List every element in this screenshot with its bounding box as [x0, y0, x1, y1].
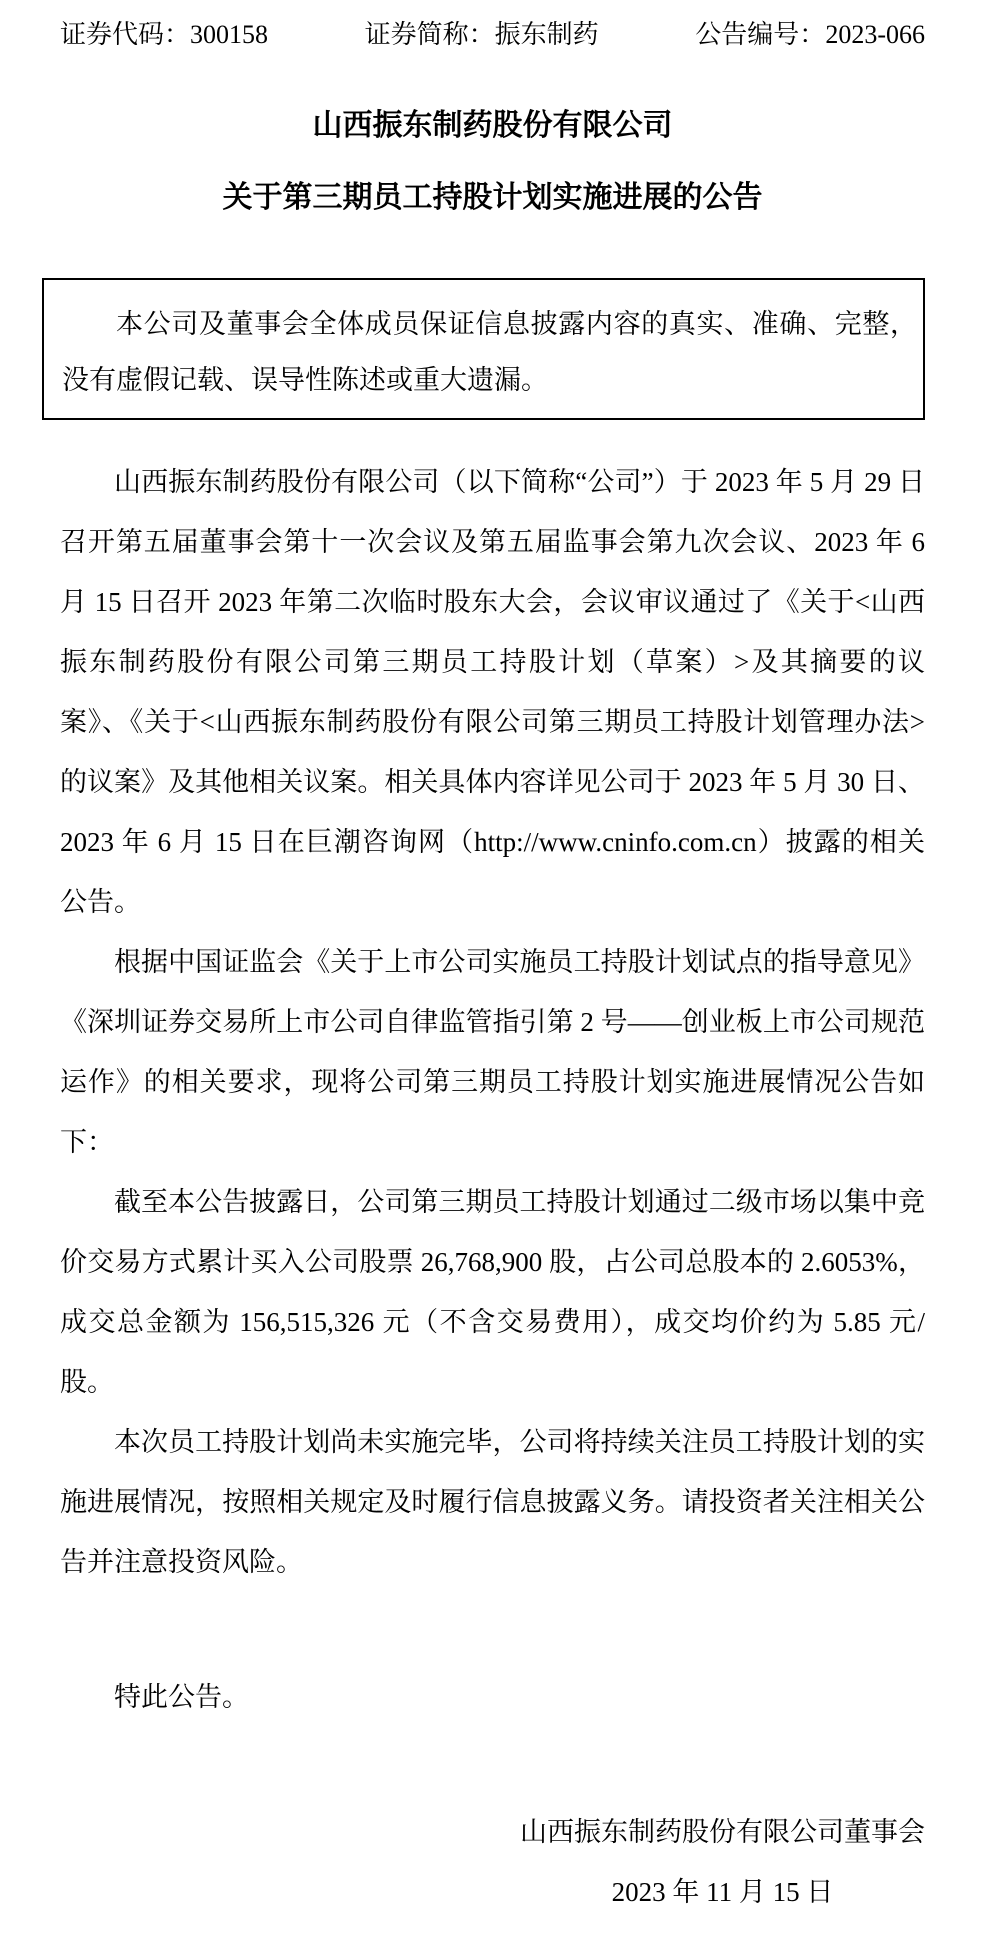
stock-abbr-value: 振东制药: [494, 20, 599, 49]
declaration-text: 本公司及董事会全体成员保证信息披露内容的真实、准确、完整，没有虚假记载、误导性陈述或重大遗漏。: [62, 309, 917, 395]
stock-code-value: 300158: [190, 20, 269, 49]
paragraph-regulatory-basis: 根据中国证监会《关于上市公司实施员工持股计划试点的指导意见》《深圳证券交易所上市公司自律监管指引第 2 号——创业板上市公司规范运作》的相关要求，现将公司第三期员工持股计划实施进展情况公告如下：: [60, 947, 925, 1157]
company-title: 山西振东制药股份有限公司: [312, 109, 673, 142]
stock-abbr: [365, 18, 599, 52]
announcement-number: [695, 18, 925, 52]
signature-block: [520, 1802, 925, 1922]
declaration-box: [42, 278, 925, 420]
signature-date: 2023 年 11 月 15 日: [611, 1877, 834, 1907]
announcement-number-label: 公告编号：: [695, 20, 826, 49]
paragraph-progress-figures: 截至本公告披露日，公司第三期员工持股计划通过二级市场以集中竞价交易方式累计买入公司股票 26,768,900 股，占公司总股本的 2.6053%，成交总金额为 156,515,326 元（不含交易费用），成交均价约为 5.85 元/股。: [60, 1187, 925, 1397]
document-header: [60, 18, 925, 52]
paragraph-meeting-approval: 山西振东制药股份有限公司（以下简称“公司”）于 2023 年 5 月 29 日召开第五届董事会第十一次会议及第五届监事会第九次会议、2023 年 6 月 15 日召开 2023 年第二次临时股东大会，会议审议通过了《关于<山西振东制药股份有限公司第三期员工持股计划（草案）>及其摘要的议案》、《关于<山西振东制药股份有限公司第三期员工持股计划管理办法>的议案》及其他相关议案。相关具体内容详见公司于 2023 年 5 月 30 日、2023 年 6 月 15 日在巨潮咨询网（http://www.cninfo.com.cn）披露的相关公告。: [60, 467, 925, 917]
stock-code: [60, 18, 268, 52]
announcement-number-value: 2023-066: [825, 20, 925, 49]
signature-company: 山西振东制药股份有限公司董事会: [520, 1817, 925, 1847]
stock-code-label: 证券代码：: [60, 20, 191, 49]
announcement-body: [60, 452, 925, 1727]
announcement-title: 关于第三期员工持股计划实施进展的公告: [222, 181, 763, 214]
stock-abbr-label: 证券简称：: [364, 20, 495, 49]
paragraph-risk-notice: 本次员工持股计划尚未实施完毕，公司将持续关注员工持股计划的实施进展情况，按照相关规定及时履行信息披露义务。请投资者关注相关公告并注意投资风险。: [60, 1427, 925, 1577]
closing-statement: 特此公告。: [114, 1682, 249, 1712]
